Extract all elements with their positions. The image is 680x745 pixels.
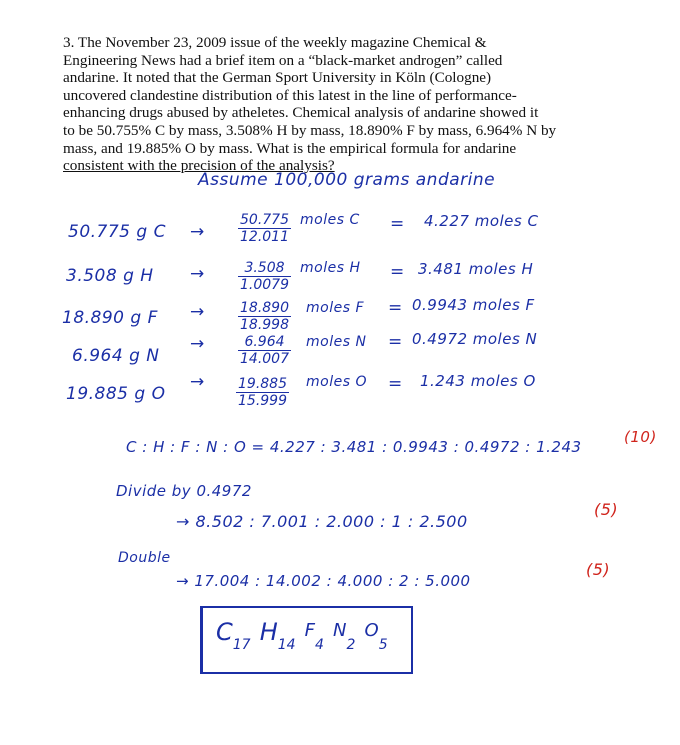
moles-carbon: 4.227 moles C [424, 212, 539, 230]
fraction-oxygen-denominator: 15.999 [238, 393, 287, 409]
formula-subscript-c: 17 [232, 637, 251, 653]
arrow-fluorine: → [190, 302, 205, 322]
fraction-fluorine-denominator: 18.998 [240, 317, 289, 333]
arrow-oxygen: → [190, 372, 205, 392]
doubled-points: (5) [586, 560, 611, 579]
moles-oxygen: 1.243 moles O [420, 372, 536, 390]
moles-hydrogen: 3.481 moles H [418, 260, 534, 278]
mass-fluorine: 18.890 g F [62, 308, 158, 328]
unit-carbon: moles C [300, 212, 360, 228]
formula-subscript-h: 14 [277, 637, 296, 653]
equals-carbon: = [390, 214, 405, 234]
fraction-carbon-numerator: 50.775 [240, 212, 289, 228]
formula-element-n: N [333, 620, 347, 641]
mass-oxygen: 19.885 g O [66, 384, 166, 404]
empirical-formula [216, 618, 392, 653]
double-label: Double [118, 550, 171, 566]
fraction-oxygen [236, 376, 289, 409]
formula-element-f: F [304, 620, 316, 641]
assume-line: Assume 100,000 grams andarine [198, 170, 496, 190]
mass-hydrogen: 3.508 g H [66, 266, 154, 286]
arrow-nitrogen: → [190, 334, 205, 354]
fraction-carbon [238, 212, 291, 245]
unit-nitrogen: moles N [306, 334, 367, 350]
problem-line-3: andarine. It noted that the German Sport University in Köln (Cologne) [63, 69, 492, 87]
moles-fluorine: 0.9943 moles F [412, 296, 535, 314]
moles-nitrogen: 0.4972 moles N [412, 330, 538, 348]
unit-oxygen: moles O [306, 374, 367, 390]
fraction-oxygen-numerator: 19.885 [238, 376, 287, 392]
formula-subscript-n: 2 [346, 637, 356, 653]
fraction-hydrogen-numerator: 3.508 [238, 260, 291, 277]
mass-carbon: 50.775 g C [68, 222, 166, 242]
mass-nitrogen: 6.964 g N [72, 346, 160, 366]
divided-points: (5) [594, 500, 619, 519]
fraction-carbon-denominator: 12.011 [240, 229, 289, 245]
formula-element-o: O [364, 620, 379, 641]
problem-line-6: to be 50.755% C by mass, 3.508% H by mass, 18.890% F by mass, 6.964% N by [63, 121, 557, 139]
ratio-points: (10) [624, 428, 657, 446]
equals-oxygen: = [388, 374, 403, 394]
problem-line-5: enhancing drugs abused by atheletes. Chemical analysis of andarine showed it [63, 104, 539, 122]
fraction-fluorine [238, 300, 291, 333]
problem-line-2: Engineering News had a brief item on a “black-market androgen” called [63, 51, 503, 69]
formula-element-h: H [259, 618, 278, 646]
problem-line-1: 3. The November 23, 2009 issue of the weekly magazine Chemical & [63, 34, 487, 51]
fraction-nitrogen [238, 334, 291, 367]
problem-line-8: consistent with the precision of the analysis? [63, 157, 335, 175]
formula-element-c: C [216, 618, 233, 646]
unit-hydrogen: moles H [300, 260, 361, 276]
formula-subscript-o: 5 [378, 637, 388, 653]
doubled-ratio-line: → 17.004 : 14.002 : 4.000 : 2 : 5.000 [176, 572, 471, 590]
arrow-hydrogen: → [190, 264, 205, 284]
equals-hydrogen: = [390, 262, 405, 282]
problem-statement [63, 34, 633, 175]
equals-fluorine: = [388, 298, 403, 318]
problem-line-7: mass, and 19.885% O by mass. What is the empirical formula for andarine [63, 139, 517, 157]
problem-line-4: uncovered clandestine distribution of this latest in the line of performance- [63, 86, 517, 104]
fraction-hydrogen [238, 260, 291, 293]
fraction-nitrogen-denominator: 14.007 [240, 351, 289, 367]
formula-subscript-f: 4 [315, 637, 324, 653]
arrow-carbon: → [190, 222, 205, 242]
equals-nitrogen: = [388, 332, 403, 352]
fraction-hydrogen-denominator: 1.0079 [240, 277, 289, 293]
fraction-nitrogen-numerator: 6.964 [238, 334, 291, 351]
fraction-fluorine-numerator: 18.890 [240, 300, 289, 316]
mole-ratio-line: C : H : F : N : O = 4.227 : 3.481 : 0.9943 : 0.4972 : 1.243 [126, 438, 582, 456]
divide-label: Divide by 0.4972 [116, 482, 252, 500]
divided-ratio-line: → 8.502 : 7.001 : 2.000 : 1 : 2.500 [176, 512, 468, 531]
unit-fluorine: moles F [306, 300, 365, 316]
